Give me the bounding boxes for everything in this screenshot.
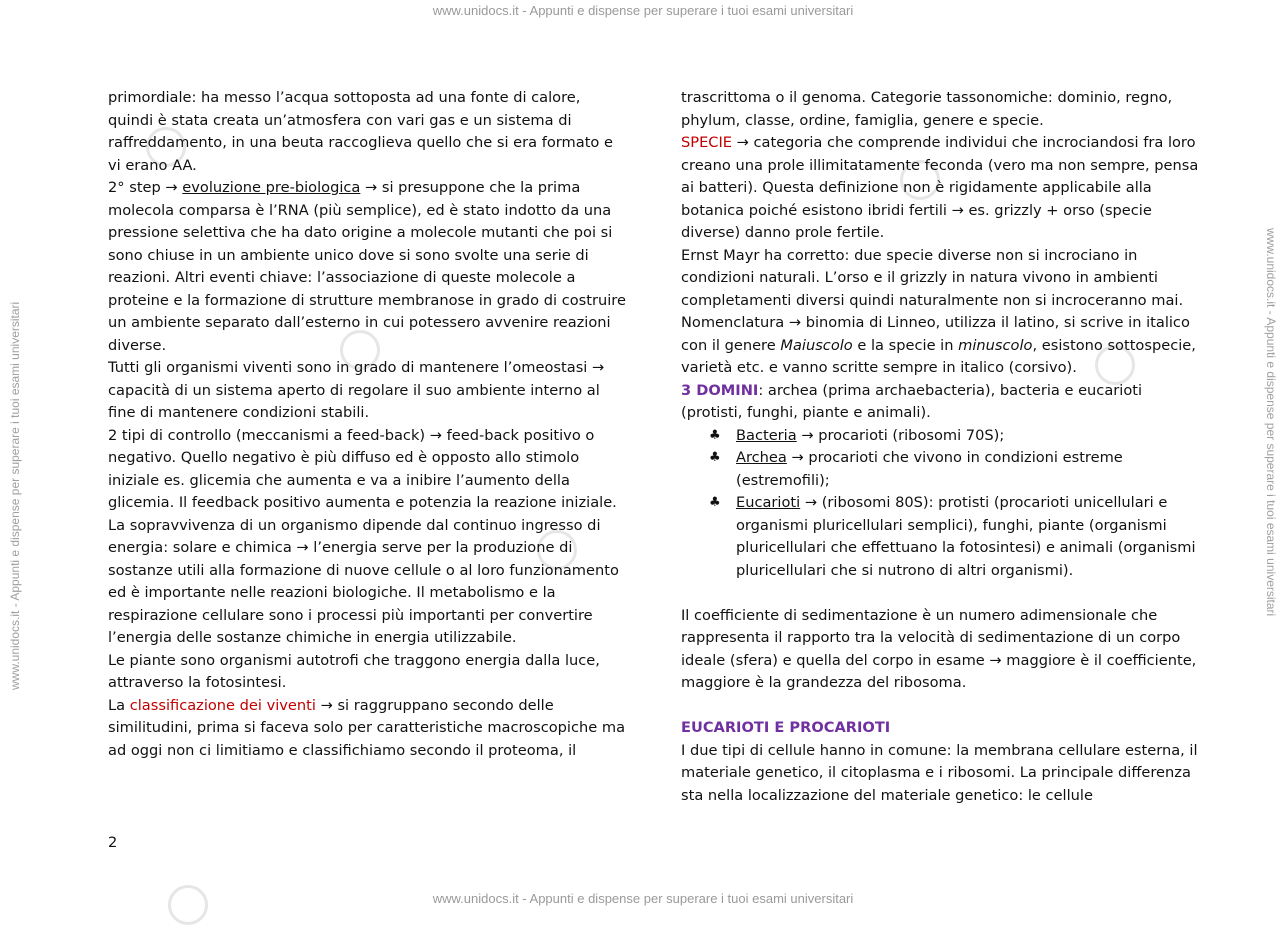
list-item: ♣ Eucarioti → (ribosomi 80S): protisti (procarioti unicellulari e organismi pluricellulari semplici), funghi, piante (organismi pluricellulari che effettuano la fotosintesi) e animali (organismi pluricellulari che si nutrono di altri organismi). [709,494,1196,579]
underlined-term: evoluzione pre-biologica [182,179,361,196]
watermark-top: www.unidocs.it - Appunti e dispense per superare i tuoi esami universitari [432,3,854,18]
paragraph: trascrittoma o il genoma. Categorie tassonomiche: dominio, regno, phylum, classe, ordine, famiglia, genere e specie. [681,89,1173,129]
paragraph: Nomenclatura → binomia di Linneo, utilizza il latino, si scrive in italico con il genere Maiuscolo e la specie in minuscolo, esistono sottospecie, varietà etc. e vanno scritte sempre in italico (corsivo). [681,314,1196,376]
section-heading: EUCARIOTI E PROCARIOTI [681,719,891,736]
paragraph: Le piante sono organismi autotrofi che traggono energia dalla luce, attraverso la fotosintesi. [108,651,600,691]
club-bullet-icon: ♣ [709,495,721,510]
paragraph: primordiale: ha messo l’acqua sottoposta ad una fonte di calore, quindi è stata creata un’atmosfera con vari gas e un sistema di raffreddamento, in una beuta raccoglieva quello che si era formato e vi erano AA. [108,89,613,174]
paragraph: Il coefficiente di sedimentazione è un numero adimensionale che rappresenta il rapporto tra la velocità di sedimentazione di un corpo ideale (sfera) e quella del corpo in esame → maggiore è il coefficiente, maggiore è la grandezza del ribosoma. [681,606,1197,691]
paragraph: 2 tipi di controllo (meccanismi a feed-back) → feed-back positivo o negativo. Quello negativo è più diffuso ed è opposto allo stimolo iniziale es. glicemia che aumenta e va a inibire l’aumento della glicemia. Il feedback positivo aumenta e potenzia la reazione iniziale. [108,426,617,511]
page-number: 2 [108,834,118,851]
list-item: ♣ Archea → procarioti che vivono in condizioni estreme (estremofili); [709,449,1123,489]
paragraph: La classificazione dei viventi → si raggruppano secondo delle similitudini, prima si faceva solo per caratteristiche macroscopiche ma ad oggi non ci limitiamo e classifichiamo secondo il proteoma, il [108,696,626,759]
highlight-term: 3 DOMINI [681,381,759,399]
paragraph: La sopravvivenza di un organismo dipende dal continuo ingresso di energia: solare e chimica → l’energia serve per la produzione di sostanze utili alla formazione di nuove cellule o al loro funzionamento ed è importante nelle reazioni biologiche. Il metabolismo e la respirazione cellulare sono i processi più importanti per convertire l’energia delle sostanze chimiche in energia utilizzabile. [108,516,619,646]
paragraph: Tutti gli organismi viventi sono in grado di mantenere l’omeostasi → capacità di un sistema aperto di regolare il suo ambiente interno al fine di mantenere condizioni stabili. [108,359,605,421]
paragraph: 3 DOMINI: archea (prima archaebacteria), bacteria e eucarioti (protisti, funghi, piante e animali). [681,381,1143,421]
paragraph: Ernst Mayr ha corretto: due specie diverse non si incrociano in condizioni naturali. L’orso e il grizzly in natura vivono in ambienti completamenti diversi quindi naturalmente non si incroceranno mai. [681,246,1184,309]
watermark-logo-icon [168,885,208,925]
club-bullet-icon: ♣ [709,427,721,443]
domain-list [681,425,1199,583]
left-column [108,87,628,762]
highlight-term: SPECIE [681,134,732,151]
right-column [681,87,1199,807]
watermark-left: www.unidocs.it - Appunti e dispense per superare i tuoi esami universitari [8,301,22,690]
paragraph: I due tipi di cellule hanno in comune: la membrana cellulare esterna, il materiale genetico, il citoplasma e i ribosomi. La principale differenza sta nella localizzazione del materiale genetico: le cellule [681,741,1198,804]
list-item: ♣ Bacteria → procarioti (ribosomi 70S); [709,425,1199,448]
paragraph: 2° step → evoluzione pre-biologica → si presuppone che la prima molecola comparsa è l’RNA (più semplice), ed è stato indotto da una pressione selettiva che ha dato origine a molecole mutanti che poi si sono chiuse in un ambiente unico dove si sono svolte una serie di reazioni. Altri eventi chiave: l’associazione di queste molecole a proteine e la formazione di strutture membranose in grado di costruire un ambiente separato dall’esterno in cui potessero avvenire reazioni diverse. [108,179,626,354]
paragraph: SPECIE → categoria che comprende individui che incrociandosi fra loro creano una prole illimitatamente feconda (vero ma non sempre, pensa ai batteri). Questa definizione non è rigidamente applicabile alla botanica poiché esistono ibridi fertili → es. grizzly + orso (specie diverse) danno prole fertile. [681,134,1199,241]
club-bullet-icon: ♣ [709,450,721,465]
highlight-term: classificazione dei viventi [129,696,316,714]
watermark-right: www.unidocs.it - Appunti e dispense per superare i tuoi esami universitari [1264,228,1278,617]
watermark-bottom: www.unidocs.it - Appunti e dispense per superare i tuoi esami universitari [432,891,854,906]
